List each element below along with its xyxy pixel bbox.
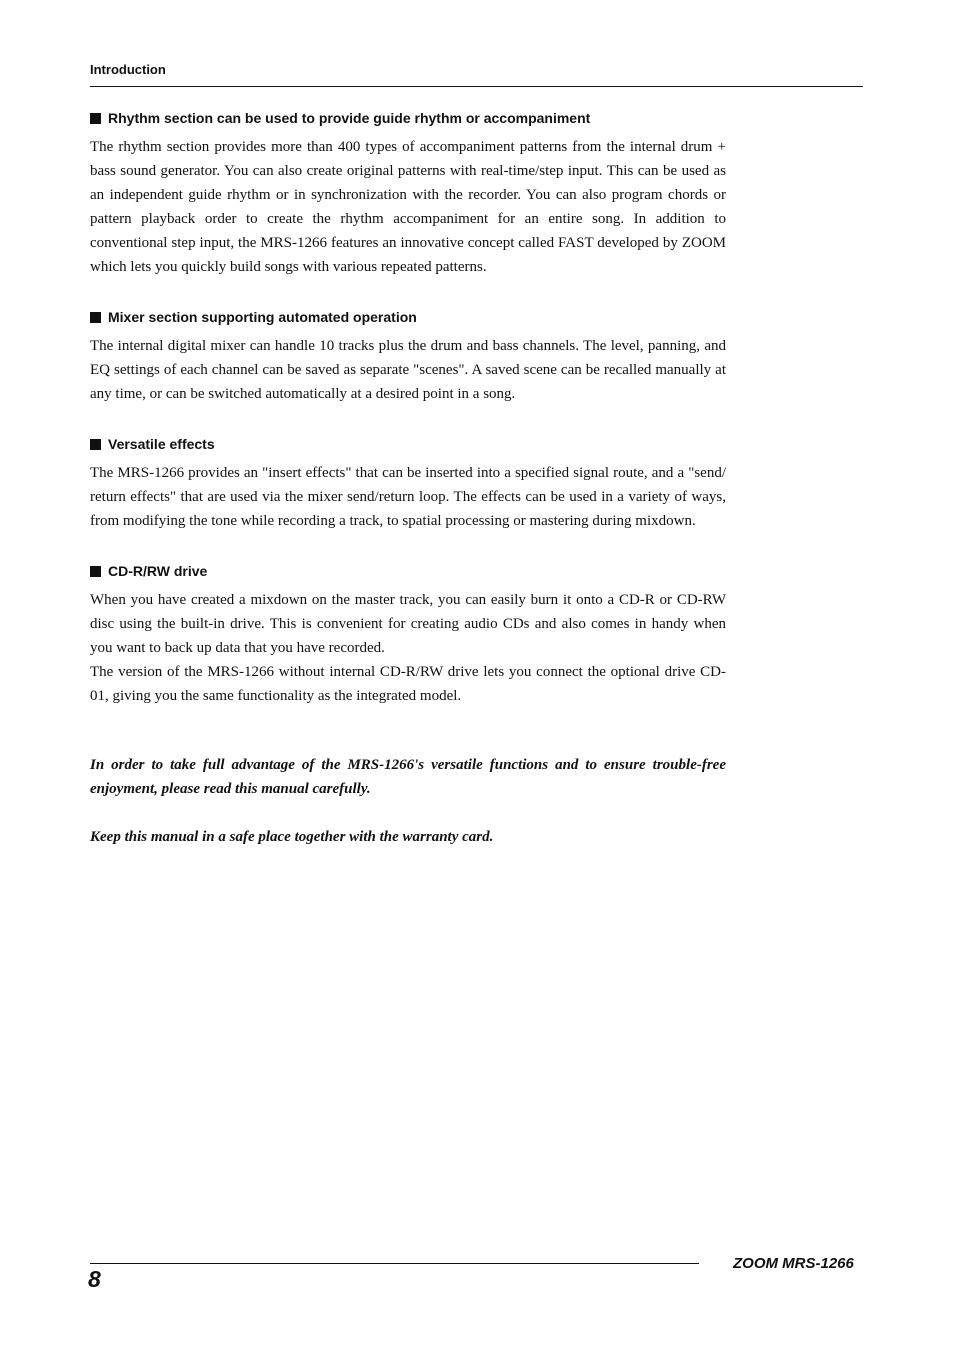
section-paragraph: The internal digital mixer can handle 10 tracks plus the drum and bass channels. The level, panning, and EQ settings of each channel can be saved as separate "scenes". A saved scene can be recalled manually at any time, or can be switched automatically at a desired point in a song. [90,338,726,402]
section-cd-drive [90,562,726,708]
closing-storage-note: Keep this manual in a safe place together with the warranty card. [90,829,494,845]
section-heading [90,308,726,326]
section-label: Introduction [90,62,166,77]
section-effects [90,435,726,533]
page-number: 8 [88,1266,101,1292]
footer-divider [90,1263,699,1264]
section-paragraph: The version of the MRS-1266 without internal CD-R/RW drive lets you connect the optional drive CD-01, giving you the same functionality as the integrated model. [90,664,726,704]
section-paragraph: The rhythm section provides more than 400 types of accompaniment patterns from the internal drum + bass sound generator. You can also create original patterns with real-time/step input. This can be used as an independent guide rhythm or in synchronization with the recorder. You can also program chords or pattern playback order to create the rhythm accompaniment for an entire song. In addition to conventional step input, the MRS-1266 features an innovative concept called FAST developed by ZOOM which lets you quickly build songs with various repeated patterns. [90,139,726,275]
section-heading [90,435,726,453]
product-name: ZOOM MRS-1266 [733,1255,854,1272]
section-paragraph: The MRS-1266 provides an "insert effects" that can be inserted into a specified signal route, and a "send/ return effects" that are used via the mixer send/return loop. The effects can be used in a variety of ways, from modifying the tone while recording a track, to spatial processing or mastering during mixdown. [90,465,726,529]
square-bullet-icon [90,312,101,323]
closing-advice: In order to take full advantage of the MRS-1266's versatile functions and to ensure trouble-free enjoyment, please read this manual carefully. [90,757,726,797]
square-bullet-icon [90,439,101,450]
section-heading [90,562,726,580]
square-bullet-icon [90,566,101,577]
section-heading-text: Mixer section supporting automated operation [108,309,417,325]
section-heading-text: Versatile effects [108,436,215,452]
section-heading-text: CD-R/RW drive [108,563,208,579]
section-heading [90,109,726,127]
section-mixer [90,308,726,406]
square-bullet-icon [90,113,101,124]
header-divider [90,86,863,87]
section-heading-text: Rhythm section can be used to provide guide rhythm or accompaniment [108,110,591,126]
section-paragraph: When you have created a mixdown on the master track, you can easily burn it onto a CD-R or CD-RW disc using the built-in drive. This is convenient for creating audio CDs and also comes in handy when you want to back up data that you have recorded. [90,592,726,656]
section-rhythm [90,109,726,279]
